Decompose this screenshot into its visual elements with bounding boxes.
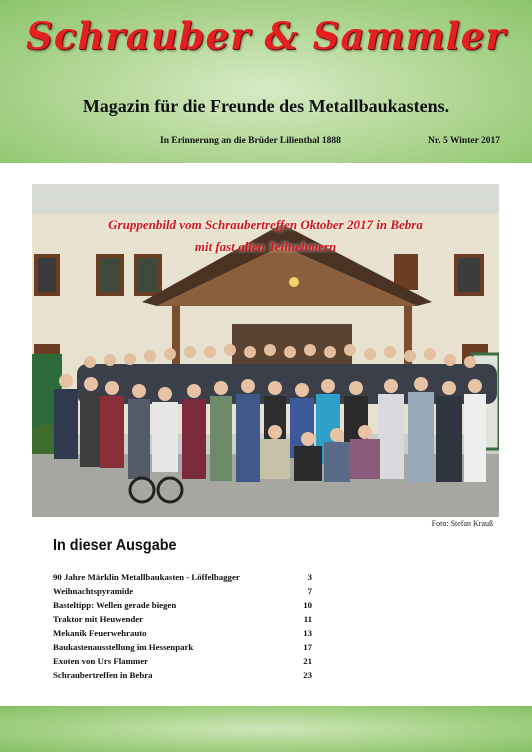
toc-item	[53, 640, 312, 654]
toc-item-title: Exoten von Urs Flammer	[53, 656, 149, 666]
issue-number: Nr. 5 Winter 2017	[428, 136, 500, 146]
table-of-contents	[53, 570, 312, 682]
toc-item	[53, 668, 312, 682]
toc-item-title: Weihnachtspyramide	[53, 586, 134, 596]
toc-item-title: Baukastenausstellung im Hessenpark	[53, 642, 194, 652]
toc-item-title: Traktor mit Heuwender	[53, 614, 144, 624]
toc-item	[53, 570, 312, 584]
footer-band	[0, 706, 532, 752]
toc-item-title: Schraubertreffen in Bebra	[53, 670, 153, 680]
toc-item	[53, 584, 312, 598]
photo-caption-line-2: mit fast allen Teilnehmern	[194, 239, 337, 254]
masthead	[0, 0, 532, 163]
photo-credit: Foto: Stefan Krauß	[431, 519, 493, 528]
toc-item	[53, 612, 312, 626]
toc-item	[53, 626, 312, 640]
photo-caption	[32, 214, 499, 258]
toc-item-title: 90 Jahre Märklin Metallbaukasten - Löffelbagger	[53, 572, 240, 582]
group-photo	[32, 184, 499, 517]
memorial-line: In Erinnerung an die Brüder Lilienthal 1888	[160, 136, 341, 146]
toc-item-page: 11	[303, 614, 312, 624]
toc-item-page: 3	[307, 572, 312, 582]
toc-item-page: 21	[303, 656, 312, 666]
toc-item-page: 17	[303, 642, 312, 652]
magazine-title: Schrauber & Sammler	[26, 14, 506, 58]
toc-item-page: 13	[303, 628, 312, 638]
photo-caption-line-1: Gruppenbild vom Schraubertreffen Oktober 2017 in Bebra	[108, 217, 423, 232]
toc-item-page: 23	[303, 670, 312, 680]
toc-heading: In dieser Ausgabe	[53, 537, 177, 554]
toc-item-page: 7	[307, 586, 312, 596]
toc-item-title: Basteltipp: Wellen gerade biegen	[53, 600, 177, 610]
toc-item-page: 10	[303, 600, 312, 610]
toc-item	[53, 654, 312, 668]
magazine-subtitle: Magazin für die Freunde des Metallbaukastens.	[82, 96, 450, 116]
toc-item	[53, 598, 312, 612]
toc-item-title: Mekanik Feuerwehrauto	[53, 628, 147, 638]
